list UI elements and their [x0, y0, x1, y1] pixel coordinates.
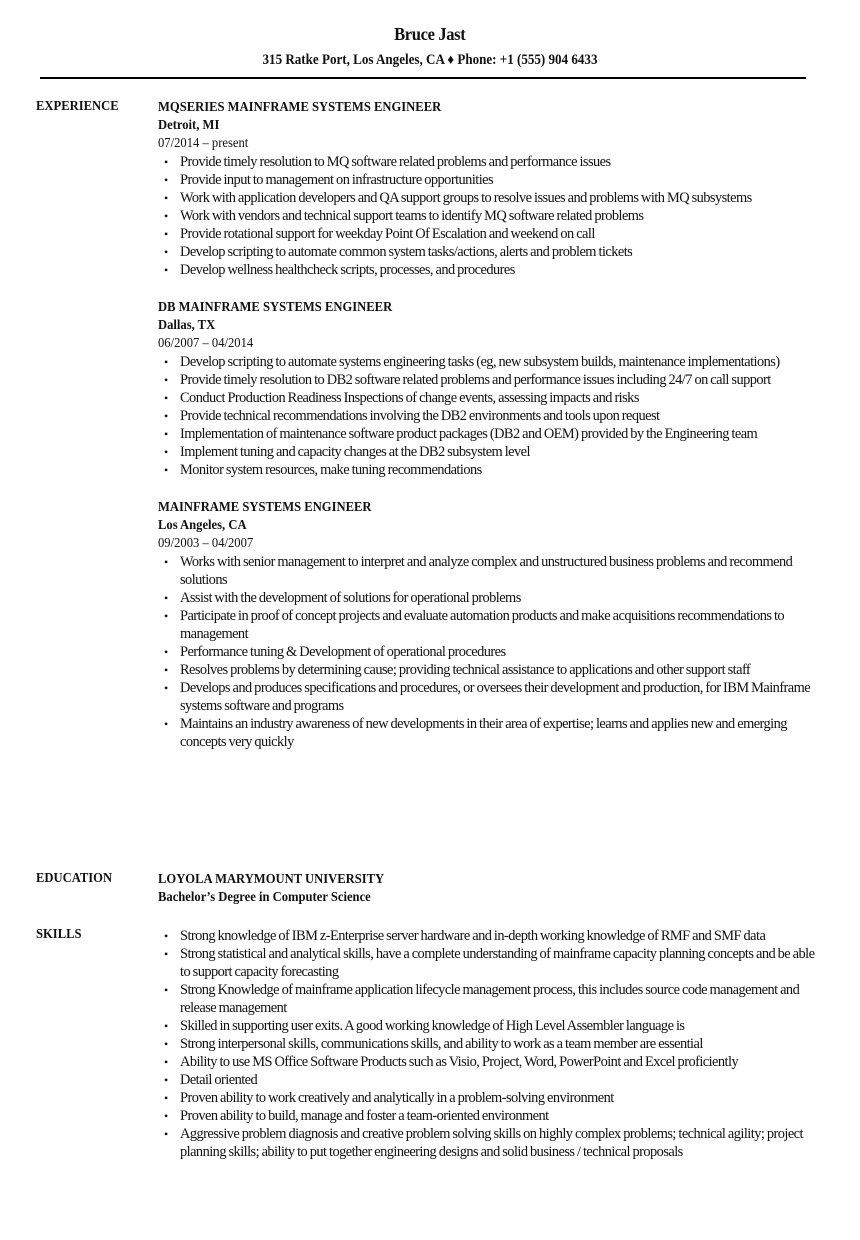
- contact-line: 315 Ratke Port, Los Angeles, CA ♦ Phone: +1 (555) 904 6433: [262, 52, 598, 68]
- skill-item: • Aggressive problem diagnosis and creative problem solving skills on highly complex problems; technical agility; project planning skills; ability to put together engineering designs and solid business / technical proposals: [158, 1125, 818, 1161]
- job-dates: 09/2003 – 04/2007: [158, 536, 254, 551]
- header-divider: [40, 77, 806, 79]
- bullet-item: • Conduct Production Readiness Inspections of change events, assessing impacts and risks: [158, 389, 818, 407]
- job-entry: [158, 299, 818, 479]
- skill-item: • Skilled in supporting user exits. A good working knowledge of High Level Assembler language is: [158, 1017, 818, 1035]
- bullet-item: • Resolves problems by determining cause; providing technical assistance to applications and other support staff: [158, 661, 818, 679]
- resume-header: [0, 24, 860, 69]
- job-location: Dallas, TX: [158, 318, 216, 333]
- job-title: DB MAINFRAME SYSTEMS ENGINEER: [158, 300, 393, 315]
- bullet-item: • Develop scripting to automate systems engineering tasks (eg, new subsystem builds, maintenance implementations): [158, 353, 818, 371]
- job-title: MAINFRAME SYSTEMS ENGINEER: [158, 500, 372, 515]
- job-location: Los Angeles, CA: [158, 518, 247, 533]
- skill-item: • Ability to use MS Office Software Products such as Visio, Project, Word, PowerPoint and Excel proficiently: [158, 1053, 818, 1071]
- candidate-name: Bruce Jast: [394, 24, 466, 44]
- bullet-item: • Participate in proof of concept projects and evaluate automation products and make acquisitions recommendations to management: [158, 607, 818, 643]
- job-title: MQSERIES MAINFRAME SYSTEMS ENGINEER: [158, 100, 442, 115]
- job-dates: 06/2007 – 04/2014: [158, 336, 254, 351]
- bullet-item: • Work with application developers and QA support groups to resolve issues and problems with MQ subsystems: [158, 189, 818, 207]
- bullet-item: • Provide input to management on infrastructure opportunities: [158, 171, 818, 189]
- job-dates: 07/2014 – present: [158, 136, 249, 151]
- bullet-item: • Provide timely resolution to MQ software related problems and performance issues: [158, 153, 818, 171]
- section-label-experience: EXPERIENCE: [36, 99, 119, 114]
- bullet-item: • Assist with the development of solutions for operational problems: [158, 589, 818, 607]
- skill-item: • Detail oriented: [158, 1071, 818, 1089]
- skills-list: [158, 927, 818, 1161]
- bullet-item: • Develops and produces specifications and procedures, or oversees their development and production, for IBM Mainframe systems software and programs: [158, 679, 818, 715]
- skill-item: • Strong knowledge of IBM z-Enterprise server hardware and in-depth working knowledge of RMF and SMF data: [158, 927, 818, 945]
- bullet-item: • Monitor system resources, make tuning recommendations: [158, 461, 818, 479]
- bullet-item: • Provide rotational support for weekday Point Of Escalation and weekend on call: [158, 225, 818, 243]
- bullet-item: • Maintains an industry awareness of new developments in their area of expertise; learns and applies new and emerging concepts very quickly: [158, 715, 818, 751]
- skills-list-wrap: [158, 927, 818, 1161]
- skill-item: • Strong interpersonal skills, communications skills, and ability to work as a team member are essential: [158, 1035, 818, 1053]
- bullet-item: • Provide timely resolution to DB2 software related problems and performance issues including 24/7 on call support: [158, 371, 818, 389]
- bullet-item: • Develop scripting to automate common system tasks/actions, alerts and problem tickets: [158, 243, 818, 261]
- skill-item: • Strong Knowledge of mainframe application lifecycle management process, this includes source code management and release management: [158, 981, 818, 1017]
- job-entry: [158, 99, 818, 279]
- school-name: LOYOLA MARYMOUNT UNIVERSITY: [158, 872, 385, 887]
- degree: Bachelor’s Degree in Computer Science: [158, 890, 371, 905]
- bullet-item: • Develop wellness healthcheck scripts, processes, and procedures: [158, 261, 818, 279]
- bullet-item: • Implementation of maintenance software product packages (DB2 and OEM) provided by the Engineering team: [158, 425, 818, 443]
- job-entry: [158, 499, 818, 751]
- bullet-item: • Performance tuning & Development of operational procedures: [158, 643, 818, 661]
- section-label-skills: SKILLS: [36, 927, 82, 942]
- bullet-item: • Provide technical recommendations involving the DB2 environments and tools upon request: [158, 407, 818, 425]
- job-bullets: [158, 553, 818, 751]
- job-bullets: [158, 353, 818, 479]
- section-label-education: EDUCATION: [36, 871, 113, 886]
- bullet-item: • Implement tuning and capacity changes at the DB2 subsystem level: [158, 443, 818, 461]
- skill-item: • Proven ability to work creatively and analytically in a problem-solving environment: [158, 1089, 818, 1107]
- skill-item: • Strong statistical and analytical skills, have a complete understanding of mainframe capacity planning concepts and be able to support capacity forecasting: [158, 945, 818, 981]
- bullet-item: • Work with vendors and technical support teams to identify MQ software related problems: [158, 207, 818, 225]
- skill-item: • Proven ability to build, manage and foster a team-oriented environment: [158, 1107, 818, 1125]
- experience-jobs: [158, 99, 818, 771]
- job-bullets: [158, 153, 818, 279]
- job-location: Detroit, MI: [158, 118, 220, 133]
- bullet-item: • Works with senior management to interpret and analyze complex and unstructured business problems and recommend solutions: [158, 553, 818, 589]
- education-entry: [158, 871, 818, 907]
